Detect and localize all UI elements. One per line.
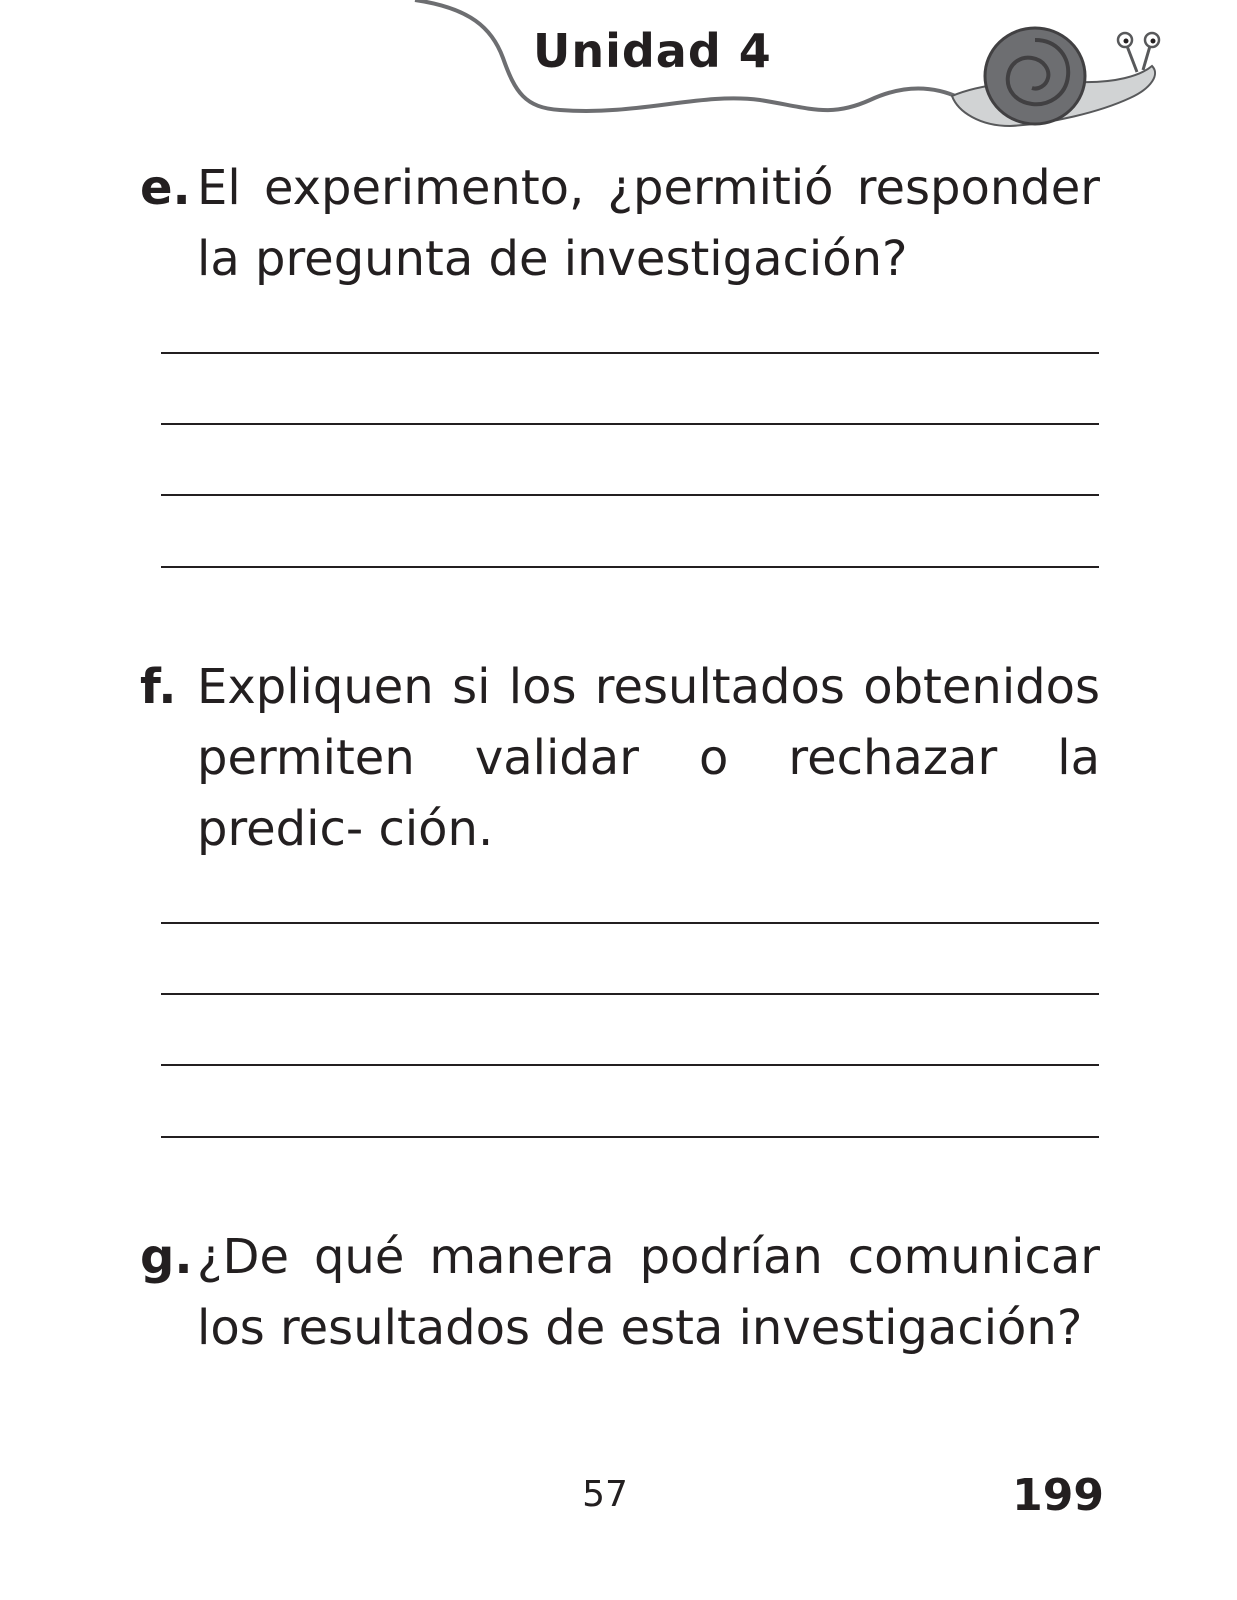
question-e [140, 153, 1100, 295]
answer-line[interactable] [161, 566, 1099, 568]
unit-title: Unidad 4 [533, 24, 772, 78]
snail-icon [952, 28, 1159, 126]
question-letter: f. [140, 659, 177, 715]
question-text: El experimento, ¿permitió responder la pregunta de investigación? [197, 160, 1100, 287]
book-page-number: 199 [1012, 1470, 1104, 1521]
answer-line[interactable] [161, 1136, 1099, 1138]
question-text: ¿De qué manera podrían comunicar los resultados de esta investigación? [197, 1229, 1100, 1356]
question-text: Expliquen si los resultados obtenidos permiten validar o rechazar la predic- ción. [197, 659, 1100, 857]
answer-line[interactable] [161, 922, 1099, 924]
question-letter: e. [140, 160, 191, 216]
question-f [140, 652, 1100, 865]
answer-line[interactable] [161, 352, 1099, 354]
answer-line[interactable] [161, 1064, 1099, 1066]
answer-line[interactable] [161, 494, 1099, 496]
question-g [140, 1222, 1100, 1364]
page-number: 57 [582, 1474, 628, 1515]
answer-line[interactable] [161, 423, 1099, 425]
answer-line[interactable] [161, 993, 1099, 995]
question-letter: g. [140, 1229, 193, 1285]
